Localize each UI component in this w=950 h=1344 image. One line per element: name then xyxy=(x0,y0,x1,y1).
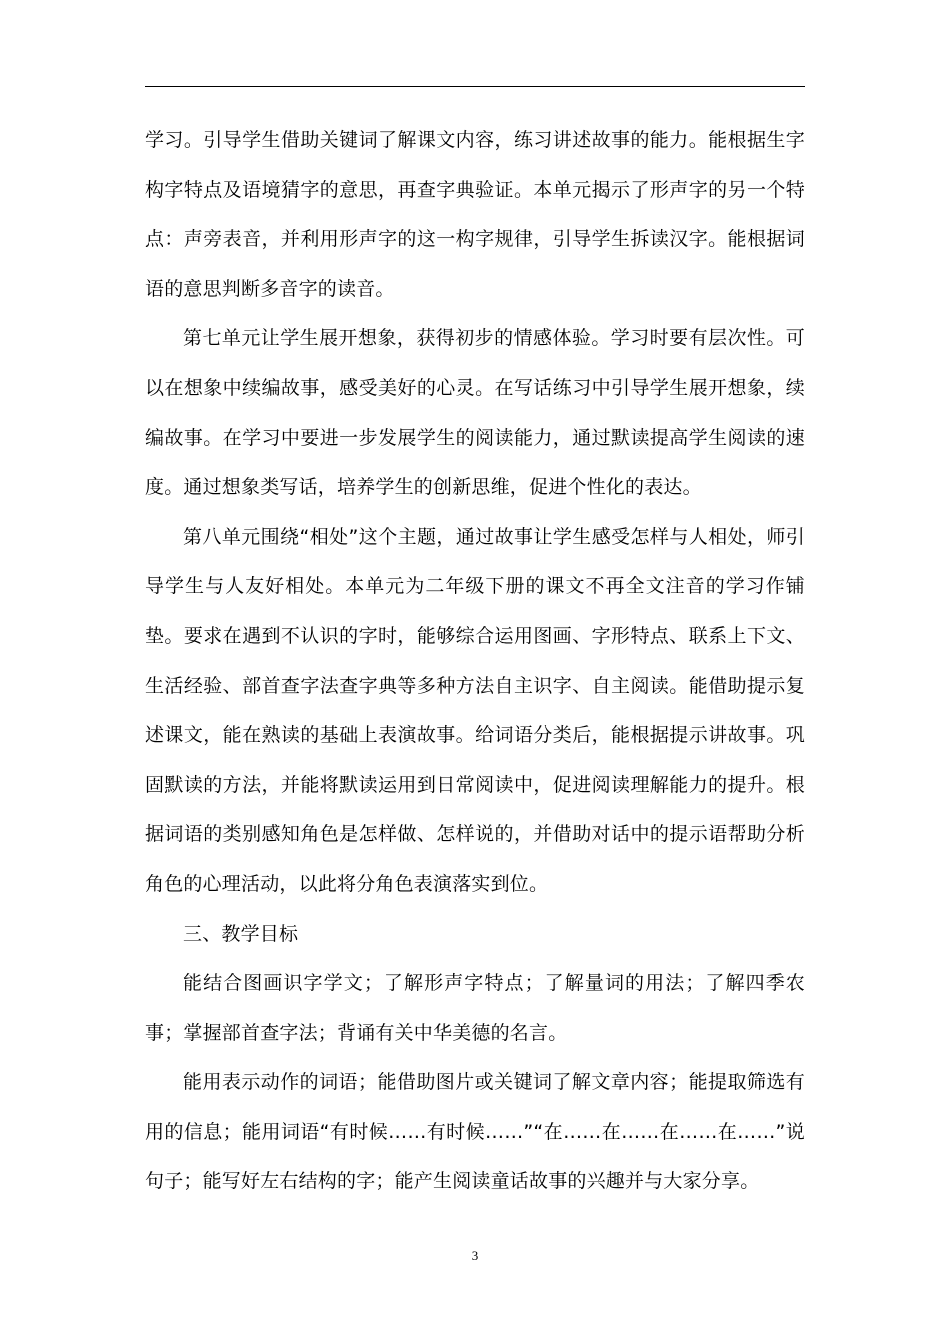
header-rule xyxy=(145,86,805,87)
section-heading-teaching-goals: 三、教学目标 xyxy=(183,922,299,945)
paragraph-unit6-continued: 学习。引导学生借助关键词了解课文内容，练习讲述故事的能力。能根据生字构字特点及语境猜字的意思，再查字典验证。本单元揭示了形声字的另一个特点：声旁表音，并利用形声字的这一构字规律，引导学生拆读汉字。能根据词语的意思判断多音字的读音。 xyxy=(145,129,805,300)
page-number: 3 xyxy=(471,1248,479,1263)
paragraph-goals-literacy: 能结合图画识字学文；了解形声字特点；了解量词的用法；了解四季农事；掌握部首查字法；背诵有关中华美德的名言。 xyxy=(145,972,805,1044)
document-body xyxy=(145,116,805,1207)
paragraph-unit7: 第七单元让学生展开想象，获得初步的情感体验。学习时要有层次性。可以在想象中续编故事，感受美好的心灵。在写话练习中引导学生展开想象，续编故事。在学习中要进一步发展学生的阅读能力，通过默读提高学生阅读的速度。通过想象类写话，培养学生的创新思维，促进个性化的表达。 xyxy=(145,327,805,499)
paragraph-unit8: 第八单元围绕“相处”这个主题，通过故事让学生感受怎样与人相处，师引导学生与人友好相处。本单元为二年级下册的课文不再全文注音的学习作铺垫。要求在遇到不认识的字时，能够综合运用图画、字形特点、联系上下文、生活经验、部首查字法查字典等多种方法自主识字、自主阅读。能借助提示复述课文，能在熟读的基础上表演故事。给词语分类后，能根据提示讲故事。巩固默读的方法，并能将默读运用到日常阅读中，促进阅读理解能力的提升。根据词语的类别感知角色是怎样做、怎样说的，并借助对话中的提示语帮助分析角色的心理活动，以此将分角色表演落实到位。 xyxy=(145,525,805,895)
paragraph-goals-reading: 能用表示动作的词语；能借助图片或关键词了解文章内容；能提取筛选有用的信息；能用词语“有时候……有时候……”“在……在……在……在……”说句子；能写好左右结构的字；能产生阅读童话故事的兴趣并与大家分享。 xyxy=(145,1071,805,1193)
